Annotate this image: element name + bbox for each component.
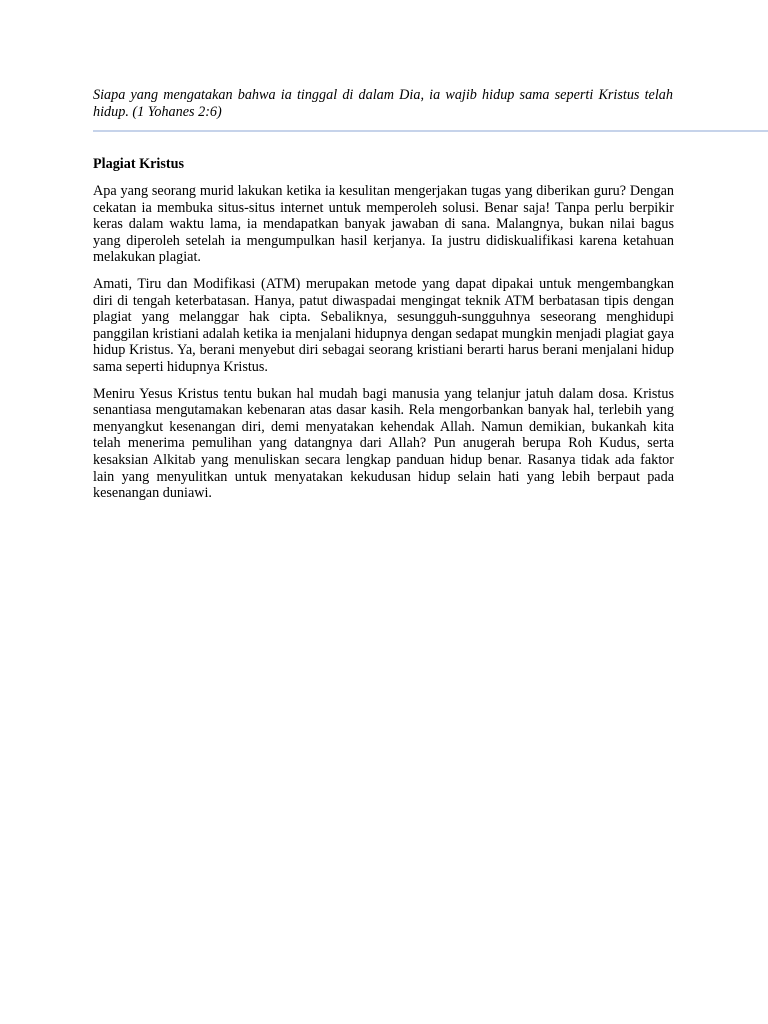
article-title: Plagiat Kristus [93, 156, 185, 172]
article-body [93, 156, 674, 512]
paragraph-1: Apa yang seorang murid lakukan ketika ia kesulitan mengerjakan tugas yang diberikan guru? Dengan cekatan ia membuka situs-situs internet untuk memperoleh solusi. Benar saja! Tanpa perlu berpikir keras dalam waktu lama, ia mendapatkan banyak jawaban di sana. Malangnya, bukan nilai bagus yang diperoleh setelah ia mengumpulkan hasil kerjanya. Ia justru didiskualifikasi karena ketahuan melakukan plagiat. [93, 183, 674, 266]
section-divider [93, 130, 768, 132]
paragraph-2: Amati, Tiru dan Modifikasi (ATM) merupakan metode yang dapat dipakai untuk mengembangkan diri di tengah keterbatasan. Hanya, patut diwaspadai mengingat teknik ATM berbatasan tipis dengan plagiat yang melanggar hak cipta. Sebaliknya, sesungguh-sungguhnya seseorang menghidupi panggilan kristiani adalah ketika ia menjalani hidupnya dengan sedapat mungkin menjadi plagiat gaya hidup Kristus. Ya, berani menyebut diri sebagai seorang kristiani berarti harus berani menjalani hidup sama seperti hidupnya Kristus. [93, 275, 674, 375]
paragraph-3: Meniru Yesus Kristus tentu bukan hal mudah bagi manusia yang telanjur jatuh dalam dosa. Kristus senantiasa mengutamakan kebenaran atas dasar kasih. Rela mengorbankan banyak hal, terlebih yang menyangkut kesenangan diri, demi menyatakan kehendak Allah. Namun demikian, bukankah kita telah menerima pemulihan yang datangnya dari Allah? Pun anugerah berupa Roh Kudus, serta kesaksian Alkitab yang menuliskan secara lengkap panduan hidup benar. Rasanya tidak ada faktor lain yang menyulitkan untuk menyatakan kekudusan hidup selain hati yang lebih berpaut pada kesenangan duniawi. [93, 385, 674, 502]
epigraph-quote: Siapa yang mengatakan bahwa ia tinggal di dalam Dia, ia wajib hidup sama seperti Kristus telah hidup. (1 Yohanes 2:6) [93, 87, 673, 120]
